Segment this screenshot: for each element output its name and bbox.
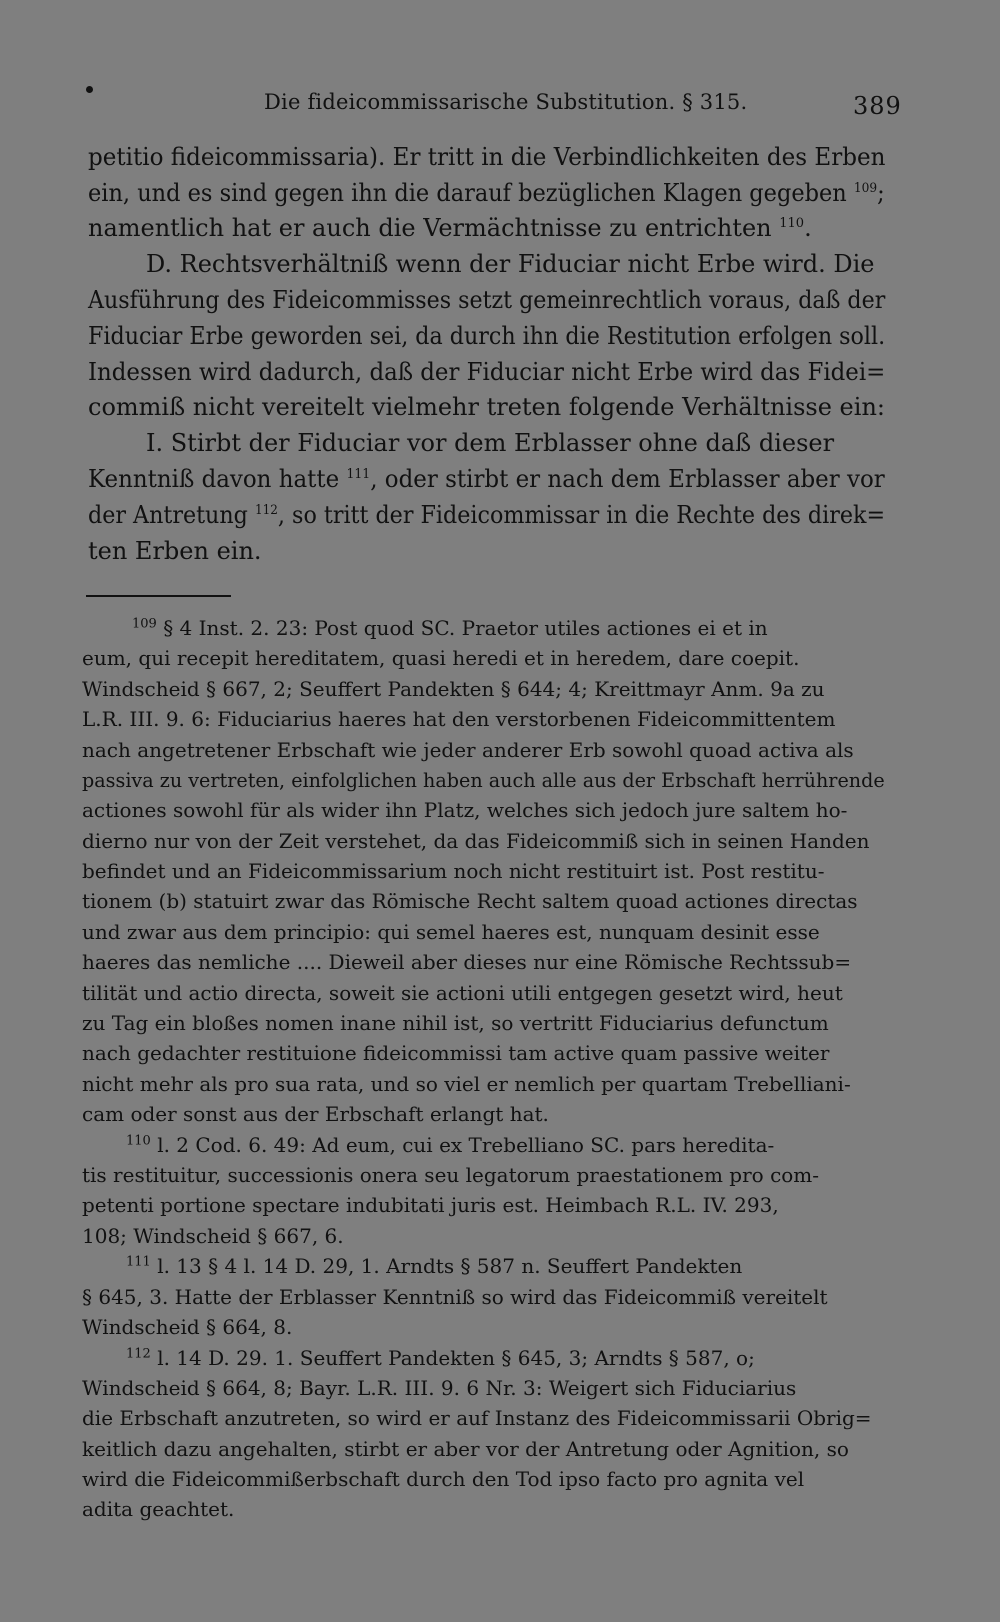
footnote-marker: 110 [126, 1133, 151, 1149]
body-line-text: ein, und es sind gegen ihn die darauf bezüglichen Klagen gegeben [88, 179, 847, 207]
footnote-line: petenti portione spectare indubitati juris est. Heimbach R.L. IV. 293, [82, 1193, 779, 1217]
footnote-ref-110: 110 [779, 216, 805, 231]
body-line-text: , oder stirbt er nach dem Erblasser aber vor [370, 465, 885, 493]
footnote-line: haeres das nemliche .... Dieweil aber dieses nur eine Römische Rechtssub= [82, 950, 852, 974]
body-line: commiß nicht vereitelt vielmehr treten folgende Verhältnisse ein: [88, 393, 885, 421]
body-line-text: namentlich hat er auch die Vermächtnisse zu entrichten [88, 214, 772, 242]
body-line [88, 465, 885, 493]
punct: . [804, 214, 812, 242]
footnote-line: adita geachtet. [82, 1497, 235, 1521]
body-line: petitio fideicommissaria). Er tritt in die Verbindlichkeiten des Erben [88, 143, 886, 171]
footnote-line: tionem (b) statuirt zwar das Römische Recht saltem quoad actiones directas [82, 889, 858, 913]
footnote-line: passiva zu vertreten, einfolglichen haben auch alle aus der Erbschaft herrührende [82, 768, 885, 792]
running-title: Die fideicommissarische Substitution. § 315. [264, 90, 748, 114]
footnote-line: und zwar aus dem principio: qui semel haeres est, nunquam desinit esse [82, 920, 820, 944]
footnote-separator [86, 595, 231, 597]
footnote-line: 108; Windscheid § 667, 6. [82, 1224, 344, 1248]
footnote-line: wird die Fideicommißerbschaft durch den Tod ipso facto pro agnita vel [82, 1467, 805, 1491]
page-number: 389 [853, 92, 902, 120]
footnote-line: Windscheid § 667, 2; Seuffert Pandekten § 644; 4; Kreittmayr Anm. 9a zu [82, 677, 825, 701]
footnote-ref-109: 109 [853, 181, 878, 196]
punct: ; [877, 179, 885, 207]
body-line-text: der Antretung [88, 501, 248, 529]
ink-dot [86, 86, 93, 93]
body-line [88, 179, 885, 207]
footnote-line: befindet und an Fideicommissarium noch nicht restituirt ist. Post restitu- [82, 859, 825, 883]
footnote-line: § 645, 3. Hatte der Erblasser Kenntniß so wird das Fideicommiß vereitelt [82, 1285, 828, 1309]
footnote-marker: 111 [126, 1254, 151, 1270]
footnote-ref-112: 112 [254, 503, 278, 518]
footnote-line: zu Tag ein bloßes nomen inane nihil ist, so vertritt Fiduciarius defunctum [82, 1011, 829, 1035]
footnote-line: Windscheid § 664, 8; Bayr. L.R. III. 9. 6 Nr. 3: Weigert sich Fiduciarius [82, 1376, 797, 1400]
footnote-text: l. 13 § 4 l. 14 D. 29, 1. Arndts § 587 n. Seuffert Pandekten [157, 1254, 743, 1278]
footnote-line: tilität und actio directa, soweit sie actioni utili entgegen gesetzt wird, heut [82, 981, 843, 1005]
footnote-line: L.R. III. 9. 6: Fiduciarius haeres hat den verstorbenen Fideicommittentem [82, 707, 836, 731]
section-heading-d: D. Rechtsverhältniß wenn der Fiduciar nicht Erbe wird. Die [146, 250, 875, 278]
footnote-112-first [126, 1346, 755, 1370]
footnote-marker: 109 [132, 616, 157, 632]
footnote-line: nach angetretener Erbschaft wie jeder anderer Erb sowohl quoad activa als [82, 738, 854, 762]
footnote-line: actiones sowohl für als wider ihn Platz, welches sich jedoch jure saltem ho- [82, 798, 848, 822]
body-line: I. Stirbt der Fiduciar vor dem Erblasser ohne daß dieser [146, 429, 835, 457]
footnote-line: keitlich dazu angehalten, stirbt er aber vor der Antretung oder Agnition, so [82, 1437, 849, 1461]
body-line: Ausführung des Fideicommisses setzt gemeinrechtlich voraus, daß der [88, 286, 886, 314]
body-line [88, 214, 812, 242]
body-line [88, 501, 885, 529]
footnote-text: l. 2 Cod. 6. 49: Ad eum, cui ex Trebelliano SC. pars heredita- [157, 1133, 775, 1157]
footnote-line: Windscheid § 664, 8. [82, 1315, 293, 1339]
footnote-line: eum, qui recepit hereditatem, quasi heredi et in heredem, dare coepit. [82, 646, 800, 670]
body-line: Indessen wird dadurch, daß der Fiduciar nicht Erbe wird das Fidei= [88, 358, 886, 386]
footnote-line: die Erbschaft anzutreten, so wird er auf Instanz des Fideicommissarii Obrig= [82, 1406, 872, 1430]
footnote-111-first [126, 1254, 742, 1278]
footnote-ref-111: 111 [346, 467, 371, 482]
body-line: Fiduciar Erbe geworden sei, da durch ihn die Restitution erfolgen soll. [88, 322, 886, 350]
body-line: ten Erben ein. [88, 537, 262, 565]
body-line-text: , so tritt der Fideicommissar in die Rechte des direk= [277, 501, 886, 529]
footnote-text: § 4 Inst. 2. 23: Post quod SC. Praetor utiles actiones ei et in [163, 616, 768, 640]
footnote-109-first [132, 616, 768, 640]
footnote-line: nach gedachter restituione fideicommissi tam active quam passive weiter [82, 1041, 830, 1065]
footnote-text: l. 14 D. 29. 1. Seuffert Pandekten § 645, 3; Arndts § 587, o; [157, 1346, 755, 1370]
footnote-line: cam oder sonst aus der Erbschaft erlangt hat. [82, 1102, 549, 1126]
footnote-line: tis restituitur, successionis onera seu legatorum praestationem pro com- [82, 1163, 820, 1187]
footnote-110-first [126, 1133, 774, 1157]
footnote-marker: 112 [126, 1346, 151, 1362]
footnote-line: nicht mehr als pro sua rata, und so viel er nemlich per quartam Trebelliani- [82, 1072, 851, 1096]
body-line-text: Kenntniß davon hatte [88, 465, 340, 493]
footnote-line: dierno nur von der Zeit verstehet, da das Fideicommiß sich in seinen Handen [82, 829, 870, 853]
